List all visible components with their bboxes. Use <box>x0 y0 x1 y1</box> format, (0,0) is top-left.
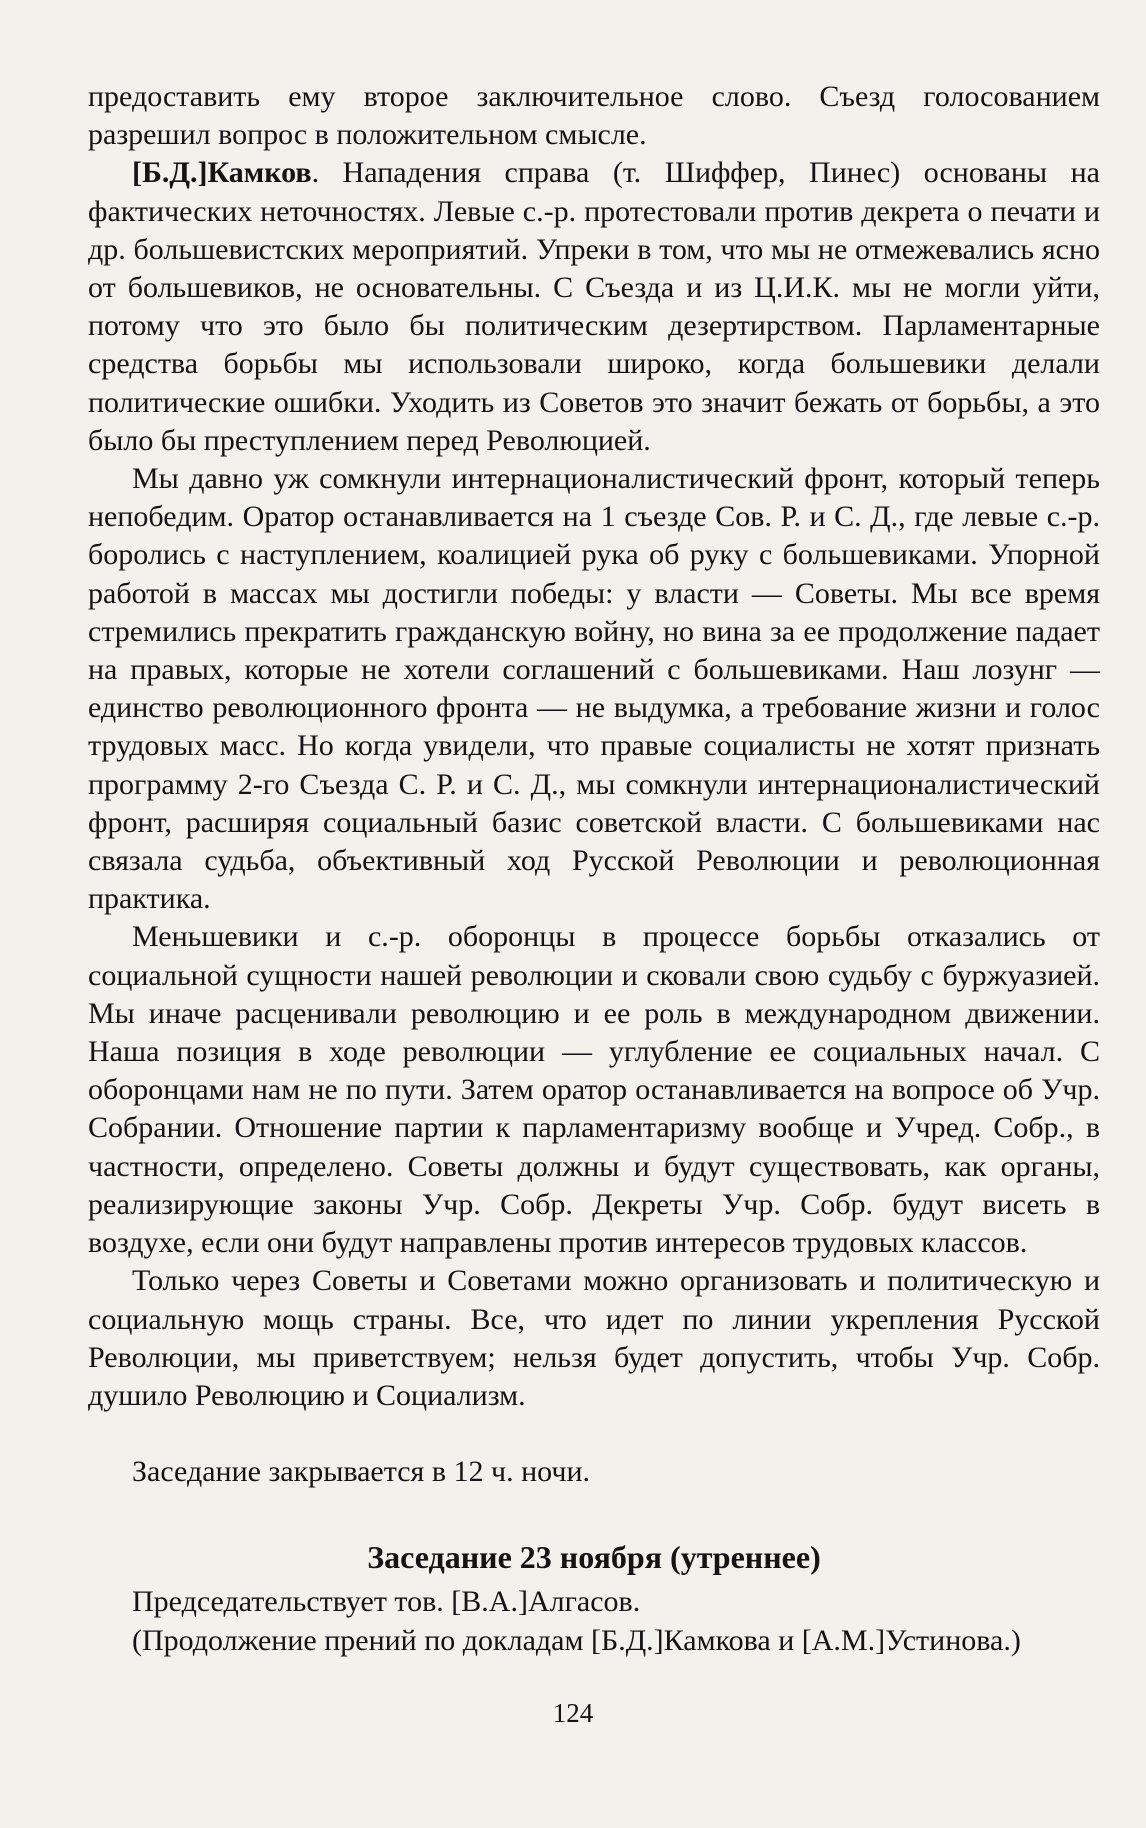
paragraph-1-text: предоставить ему второе заключительное слово. Съезд голосованием разрешил вопрос в положительном смысле. <box>88 80 1100 152</box>
paragraph-3 <box>88 460 1100 918</box>
paragraph-5-text: Только через Советы и Советами можно организовать и политическую и социальную мощь страны. Все, что идет по линии укрепления Русской Революции, мы приветствуем; нельзя будет допустить, чтобы Учр. Собр. душило Революцию и Социализм. <box>88 1264 1100 1412</box>
speaker-name: [Б.Д.]Камков <box>132 156 312 190</box>
paragraph-5 <box>88 1262 1100 1415</box>
chair-line: Председательствует тов. [В.А.]Алгасов. <box>132 1585 641 1619</box>
page-number: 124 <box>552 1698 594 1728</box>
paragraph-gap <box>88 1415 1100 1453</box>
closing-line: Заседание закрывается в 12 ч. ночи. <box>132 1455 591 1489</box>
session-heading: Заседание 23 ноября (утреннее) <box>367 1539 821 1576</box>
paragraph-3-text: Мы давно уж сомкнули интернационалистический фронт, который теперь непобедим. Оратор останавливается на 1 съезде Сов. Р. и С. Д., где левые с.-р. боролись с наступлением, коалицией рука об руку с большевиками. Упорной работой в массах мы достигли победы: у власти — Советы. Мы все время стремились прекратить гражданскую войну, но вина за ее продолжение падает на правых, которые не хотели соглашений с большевиками. Наш лозунг — единство революционного фронта — не выдумка, а требование жизни и голос трудовых масс. Но когда увидели, что правые социалисты не хотят признать программу 2-го Съезда С. Р. и С. Д., мы сомкнули интернационалистический фронт, расширяя социальный базис советской власти. С большевиками нас связала судьба, объективный ход Русской Революции и революционная практика. <box>88 462 1100 916</box>
paragraph-2-text: . Нападения справа (т. Шиффер, Пинес) основаны на фактических неточностях. Левые с.-р. протестовали против декрета о печати и др. большевистских мероприятий. Упреки в том, что мы не отмежевались ясно от большевиков, не основательны. С Съезда и из Ц.И.К. мы не могли уйти, потому что это было бы политическим дезертирством. Парламентарные средства борьбы мы использовали широко, когда большевики делали политические ошибки. Уходить из Советов это значит бежать от борьбы, а это было бы преступлением перед Революцией. <box>88 156 1100 457</box>
continuation-note: (Продолжение прений по докладам [Б.Д.]Камкова и [А.М.]Устинова.) <box>132 1623 1021 1657</box>
paragraph-4-text: Меньшевики и с.-р. оборонцы в процессе борьбы отказались от социальной сущности нашей революции и сковали свою судьбу с буржуазией. Мы иначе расценивали революцию и ее роль в международном движении. Наша позиция в ходе революции — углубление ее социальных начал. С оборонцами нам не по пути. Затем оратор останавливается на вопросе об Учр. Собрании. Отношение партии к парламентаризму вообще и Учред. Собр., в частности, определено. Советы должны и будут существовать, как органы, реализирующие законы Учр. Собр. Декреты Учр. Собр. будут висеть в воздухе, если они будут направлены против интересов трудовых классов. <box>88 920 1100 1260</box>
text-column <box>88 78 1100 1660</box>
paragraph-1 <box>88 78 1100 154</box>
paragraph-4 <box>88 918 1100 1262</box>
paragraph-2 <box>88 154 1100 460</box>
